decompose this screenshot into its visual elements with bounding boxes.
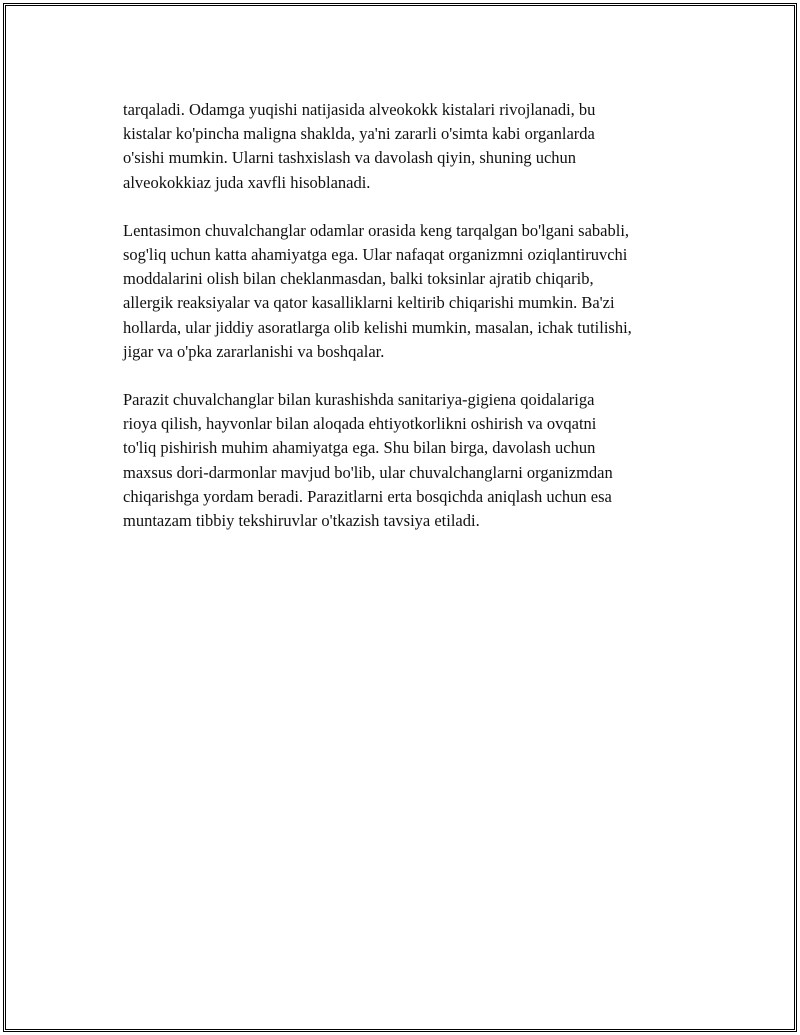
paragraph-2: Lentasimon chuvalchanglar odamlar orasida keng tarqalgan bo'lgani sababli, sog'liq uchun katta ahamiyatga ega. Ular nafaqat organizmni oziqlantiruvchi moddalarini olish bilan cheklanmasdan, balki toksinlar ajratib chiqarib, allergik reaksiyalar va qator kasalliklarni keltirib chiqarishi mumkin. Ba'zi hollarda, ular jiddiy asoratlarga olib kelishi mumkin, masalan, ichak tutilishi, jigar va o'pka zararlanishi va boshqalar. bbox=[123, 220, 632, 361]
paragraph-3: Parazit chuvalchanglar bilan kurashishda sanitariya-gigiena qoidalariga rioya qilish, hayvonlar bilan aloqada ehtiyotkorlikni oshirish va ovqatni to'liq pishirish muhim ahamiyatga ega. Shu bilan birga, davolash uchun maxsus dori-darmonlar mavjud bo'lib, ular chuvalchanglarni organizmdan chiqarishga yordam beradi. Parazitlarni erta bosqichda aniqlash uchun esa muntazam tibbiy tekshiruvlar o'tkazish tavsiya etiladi. bbox=[123, 390, 613, 531]
document-body bbox=[123, 98, 703, 557]
paragraph-1: tarqaladi. Odamga yuqishi natijasida alveokokk kistalari rivojlanadi, bu kistalar ko'pincha maligna shaklda, ya'ni zararli o'simta kabi organlarda o'sishi mumkin. Ularni tashxislash va davolash qiyin, shuning uchun alveokokkiaz juda xavfli hisoblanadi. bbox=[123, 100, 596, 192]
page-border bbox=[3, 3, 797, 1032]
page bbox=[6, 6, 794, 1029]
